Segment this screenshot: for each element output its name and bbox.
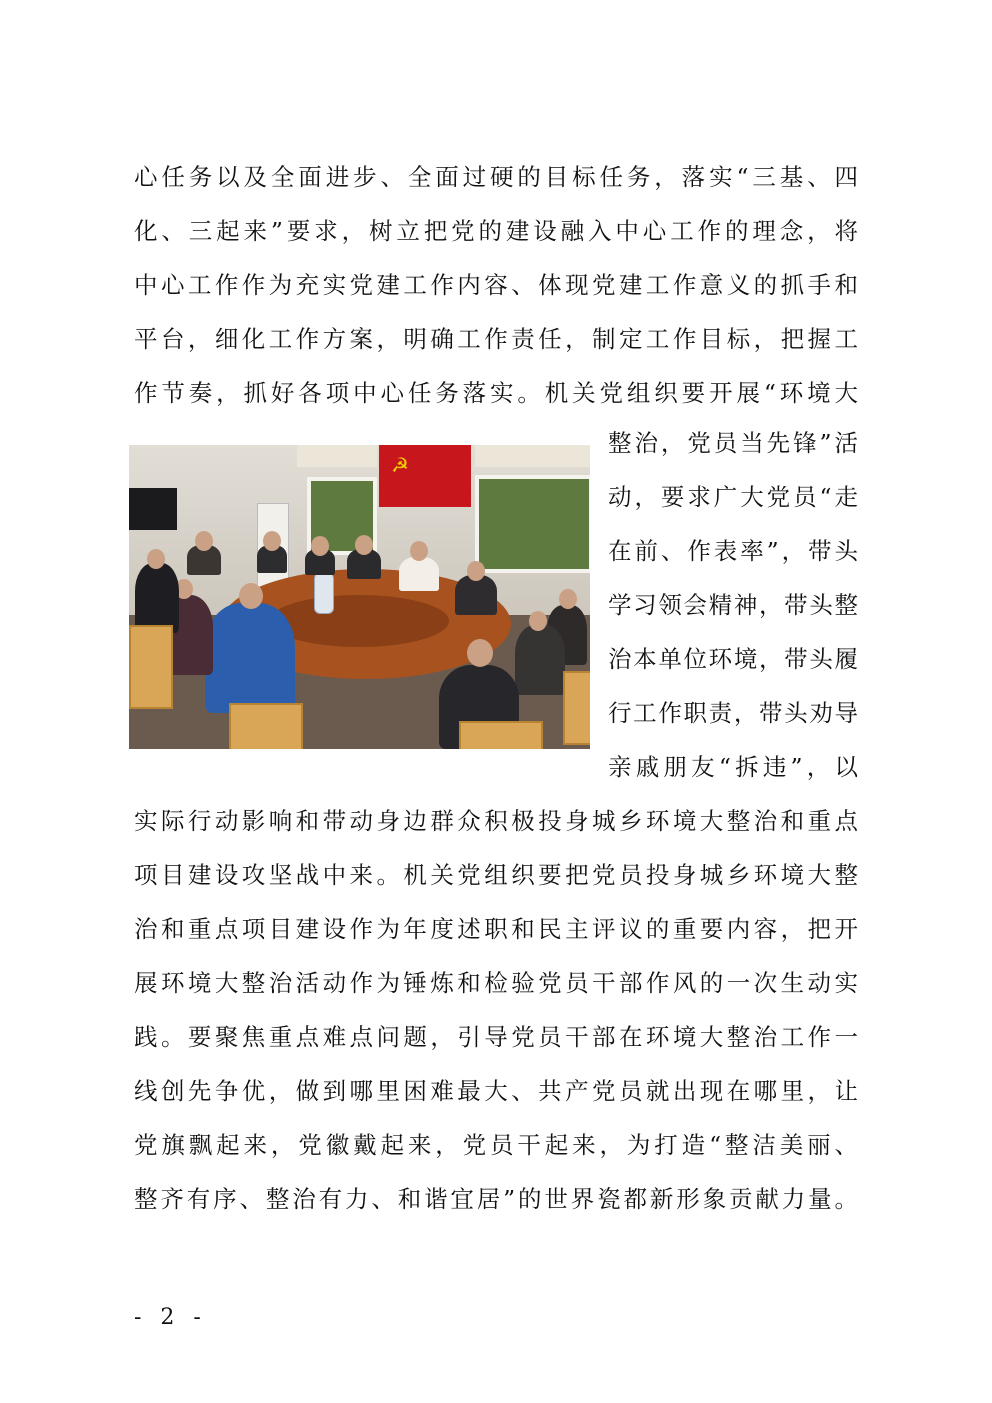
photo-curtain [297, 445, 377, 467]
text-line: 践。要聚焦重点难点问题，引导党员干部在环境大整治工作一 [134, 1023, 858, 1051]
person [135, 563, 179, 633]
party-flag [379, 445, 471, 507]
person [205, 603, 295, 713]
hammer-sickle-icon: ☭ [391, 453, 409, 477]
person-head [529, 611, 547, 631]
person-head [195, 531, 213, 551]
text-line: 项目建设攻坚战中来。机关党组织要把党员投身城乡环境大整 [134, 861, 858, 889]
television [129, 488, 177, 530]
window [475, 475, 590, 573]
meeting-photo [129, 445, 590, 749]
text-line: 线创先争优，做到哪里困难最大、共产党员就出现在哪里，让 [134, 1077, 858, 1105]
text-line: 整治，党员当先锋”活 [608, 429, 858, 457]
person-head [410, 541, 428, 561]
person-head [311, 536, 329, 556]
text-line: 心任务以及全面进步、全面过硬的目标任务，落实“三基、四 [134, 163, 858, 191]
person [455, 575, 497, 615]
text-line: 作节奏，抓好各项中心任务落实。机关党组织要开展“环境大 [134, 379, 858, 407]
person [399, 557, 439, 591]
person-head [559, 589, 577, 609]
person-head [239, 583, 263, 609]
person [515, 625, 565, 695]
chair [563, 671, 590, 745]
text-line: 中心工作作为充实党建工作内容、体现党建工作意义的抓手和 [134, 271, 858, 299]
page-number: - 2 - [134, 1305, 207, 1330]
text-line: 在前、作表率”，带头 [608, 537, 858, 565]
conference-table-center [269, 595, 449, 647]
photo-curtain [475, 445, 590, 467]
vase [314, 570, 334, 614]
person-head [355, 535, 373, 555]
text-line: 动，要求广大党员“走 [608, 483, 858, 511]
person-head [467, 639, 493, 667]
text-line: 化、三起来”要求，树立把党的建设融入中心工作的理念，将 [134, 217, 858, 245]
text-line: 实际行动影响和带动身边群众积极投身城乡环境大整治和重点 [134, 807, 858, 835]
chair [459, 721, 543, 749]
text-line: 治和重点项目建设作为年度述职和民主评议的重要内容，把开 [134, 915, 858, 943]
text-line: 治本单位环境，带头履 [608, 645, 858, 673]
text-line: 行工作职责，带头劝导 [608, 699, 858, 727]
text-line: 平台，细化工作方案，明确工作责任，制定工作目标，把握工 [134, 325, 858, 353]
text-line: 学习领会精神，带头整 [608, 591, 858, 619]
person-head [147, 549, 165, 569]
chair [129, 625, 173, 709]
text-line: 党旗飘起来，党徽戴起来，党员干起来，为打造“整洁美丽、 [134, 1131, 858, 1159]
person-head [263, 531, 281, 551]
text-line: 展环境大整治活动作为锤炼和检验党员干部作风的一次生动实 [134, 969, 858, 997]
text-line: 亲戚朋友“拆违”，以 [608, 753, 858, 781]
person-head [467, 561, 485, 581]
text-line: 整齐有序、整治有力、和谐宜居”的世界瓷都新形象贡献力量。 [134, 1185, 858, 1213]
chair [229, 703, 303, 749]
